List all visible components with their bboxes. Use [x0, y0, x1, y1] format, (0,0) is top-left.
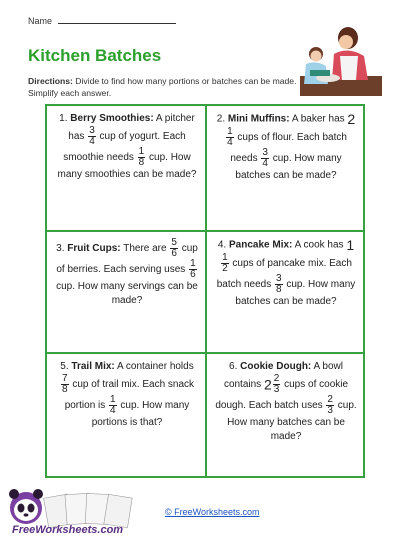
problem-text: cup. How many servings can be made?: [56, 281, 198, 306]
problem-title: Cookie Dough:: [240, 361, 312, 372]
problem-text: cup. How many portions is that?: [91, 400, 190, 428]
problem-number: 4.: [217, 239, 227, 251]
problem-number: 6.: [229, 361, 238, 372]
problem-text: 7: [61, 373, 68, 384]
problem-text: 8: [138, 157, 145, 168]
problem-text: 8: [61, 384, 68, 395]
problem-text: 5: [171, 237, 177, 248]
fraction: [88, 126, 96, 147]
problem-text: 8: [276, 283, 282, 295]
problem-title: Fruit Cups:: [67, 243, 121, 255]
problem-title: Mini Muffins:: [227, 113, 290, 125]
problem-text: A baker has: [291, 113, 345, 125]
problem-text: 2: [327, 394, 333, 405]
problem-text: 2: [347, 111, 356, 127]
problem-text: 1: [346, 237, 355, 253]
problem-text: 4: [262, 157, 268, 169]
problem-text: 6: [190, 269, 196, 280]
problem-text: 1: [227, 125, 233, 137]
problem-title: Trail Mix:: [71, 361, 115, 372]
problem-grid: [45, 104, 365, 478]
problem-text: 3: [276, 272, 282, 284]
problem-2: [207, 106, 363, 230]
name-field: [28, 14, 176, 26]
problem-text: 6: [171, 248, 177, 259]
fraction: [275, 274, 283, 295]
problem-text: cup. How many batches can be made?: [227, 400, 357, 442]
problem-text: 4: [110, 405, 116, 416]
fraction: [221, 253, 229, 274]
problem-text: 2: [222, 262, 228, 274]
fraction: [61, 374, 69, 395]
fraction: [189, 259, 197, 280]
fraction: [138, 147, 146, 168]
fraction: [109, 395, 117, 416]
page-title: Kitchen Batches: [28, 46, 162, 65]
problem-3: [47, 232, 205, 352]
fraction: [170, 238, 178, 259]
problem-text: cup of yogurt. Each smoothie needs: [63, 131, 186, 164]
problem-text: 3: [89, 125, 95, 136]
logo-text: FreeWorksheets.com: [12, 524, 124, 536]
problem-text: A pitcher has: [68, 113, 195, 143]
problem-text: cup. How many smoothies can be made?: [57, 152, 197, 180]
problem-number: 5.: [60, 361, 69, 372]
problem-text: 1: [110, 394, 116, 405]
problem-text: 2: [273, 373, 280, 384]
problem-text: cup of trail mix. Each snack portion is: [64, 379, 195, 412]
problem-text: 4: [227, 136, 233, 148]
problem-text: 3: [262, 146, 268, 158]
problem-text: A container holds: [117, 361, 194, 372]
name-label: Name: [28, 16, 53, 26]
copyright-link[interactable]: © FreeWorksheets.com: [165, 507, 260, 517]
problem-text: cups of pancake mix. Each batch needs: [216, 257, 352, 290]
fraction: [226, 127, 234, 148]
problem-text: cup. How many batches can be made?: [235, 152, 342, 181]
fraction: [326, 395, 334, 416]
problem-text: 1: [222, 251, 228, 263]
problem-text: 3: [273, 384, 280, 395]
cooking-illustration: [272, 24, 382, 96]
problem-text: A bowl contains: [223, 361, 343, 391]
problem-number: 1.: [59, 113, 68, 124]
fraction: [261, 148, 269, 169]
fraction: [273, 374, 281, 395]
problem-text: cup of berries. Each serving uses: [56, 243, 198, 276]
problem-text: 4: [89, 136, 95, 147]
problem-6: [207, 354, 363, 476]
problem-4: [207, 232, 363, 352]
problem-1: [47, 106, 205, 230]
directions-text: Divide to find how many portions or batches can be made. Simplify each answer.: [28, 76, 297, 98]
problem-text: cup. How many batches can be made?: [235, 278, 356, 307]
problem-number: 2.: [216, 113, 226, 125]
problem-text: cups of cookie dough. Each batch uses: [215, 379, 349, 412]
problem-title: Berry Smoothies:: [70, 113, 154, 124]
problem-text: 1: [138, 146, 145, 157]
problem-text: There are: [123, 243, 167, 255]
problem-text: 1: [190, 258, 196, 269]
problem-text: 2: [263, 376, 272, 393]
problem-number: 3.: [56, 243, 65, 255]
problem-text: A cook has: [294, 239, 344, 251]
problem-5: [47, 354, 205, 476]
problem-text: cups of flour. Each batch needs: [230, 131, 347, 164]
site-logo: [4, 482, 154, 538]
directions-label: Directions:: [28, 76, 73, 86]
name-line: [58, 14, 176, 24]
problem-text: 3: [327, 405, 333, 416]
problem-title: Pancake Mix:: [229, 239, 293, 251]
